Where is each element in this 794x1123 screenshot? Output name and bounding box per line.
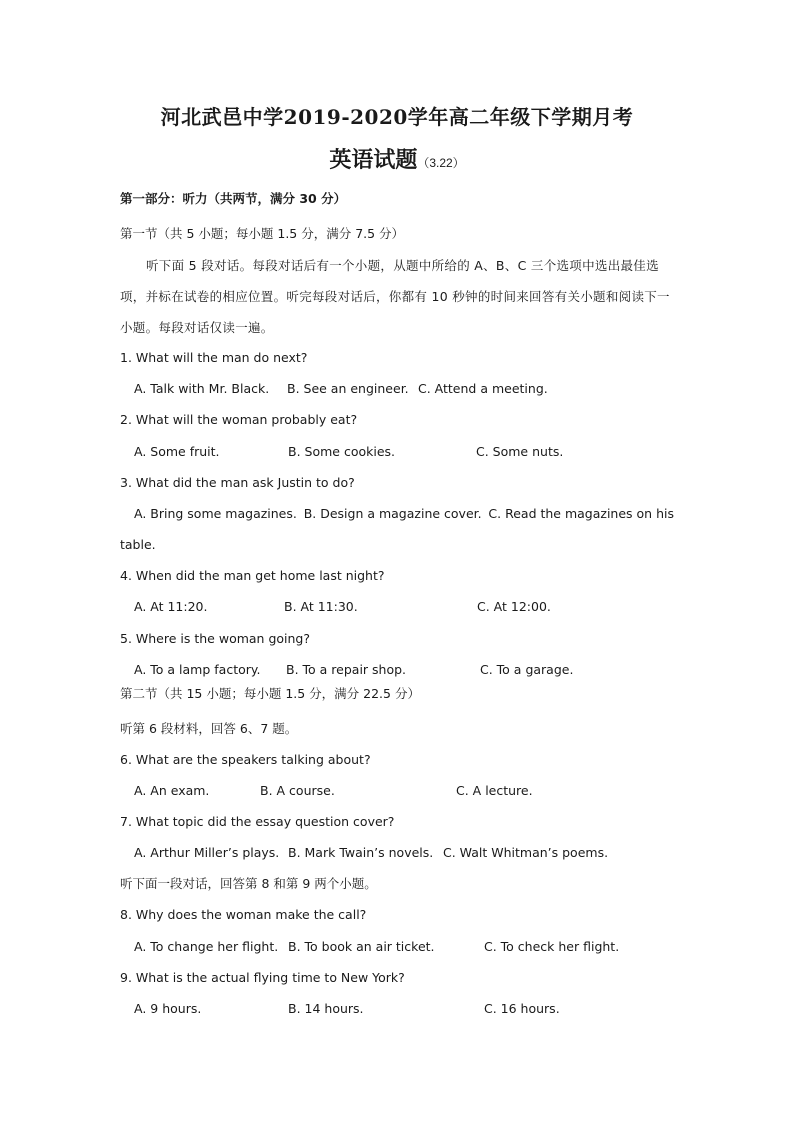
q2-option-b: B. Some cookies. <box>288 444 396 459</box>
question-1: 1. What will the man do next? <box>120 350 308 365</box>
exam-title: 河北武邑中学2019-2020学年高二年级下学期月考 <box>160 105 634 129</box>
q3-option-c: C. Read the magazines on his <box>488 506 674 521</box>
part1-heading: 第一部分：听力（共两节，满分 30 分） <box>120 191 347 206</box>
question-7: 7. What topic did the essay question cover? <box>120 814 395 829</box>
q4-option-c: C. At 12:00. <box>477 599 551 614</box>
q6-option-a: A. An exam. <box>134 783 210 798</box>
q8-option-a: A. To change her flight. <box>134 939 279 954</box>
question-2: 2. What will the woman probably eat? <box>120 412 358 427</box>
q7-option-b: B. Mark Twain’s novels. <box>288 845 434 860</box>
exam-date: （3.22） <box>417 156 465 170</box>
exam-subtitle <box>0 146 794 177</box>
q3-option-c-continued: table. <box>120 537 156 552</box>
q2-option-c: C. Some nuts. <box>476 444 564 459</box>
q3-option-b: B. Design a magazine cover. <box>303 506 482 521</box>
section1-heading: 第一节（共 5 小题；每小题 1.5 分，满分 7.5 分） <box>120 226 405 241</box>
question-9: 9. What is the actual flying time to New York? <box>120 970 405 985</box>
q2-option-a: A. Some fruit. <box>134 444 220 459</box>
q1-option-c: C. Attend a meeting. <box>418 381 548 396</box>
q5-option-b: B. To a repair shop. <box>286 662 407 677</box>
question-5: 5. Where is the woman going? <box>120 631 310 646</box>
question-4: 4. When did the man get home last night? <box>120 568 385 583</box>
q7-option-a: A. Arthur Miller’s plays. <box>134 845 280 860</box>
section1-instructions: 听下面 5 段对话。每段对话后有一个小题，从题中所给的 A、B、C 三个选项中选出最佳选项，并标在试卷的相应位置。听完每段对话后，你都有 10 秒钟的时间来回答有关小题和阅读下一小题。每段对话仅读一遍。 <box>120 258 670 335</box>
question-6: 6. What are the speakers talking about? <box>120 752 371 767</box>
q9-option-b: B. 14 hours. <box>288 1001 364 1016</box>
section2-note-8-9: 听下面一段对话，回答第 8 和第 9 两个小题。 <box>120 876 377 891</box>
section2-heading: 第二节（共 15 小题；每小题 1.5 分，满分 22.5 分） <box>120 686 420 701</box>
q3-options <box>134 506 674 522</box>
question-8: 8. Why does the woman make the call? <box>120 907 367 922</box>
q6-option-b: B. A course. <box>260 783 335 798</box>
question-3: 3. What did the man ask Justin to do? <box>120 475 355 490</box>
q6-option-c: C. A lecture. <box>456 783 533 798</box>
q5-option-c: C. To a garage. <box>480 662 574 677</box>
q4-option-b: B. At 11:30. <box>284 599 358 614</box>
q9-option-c: C. 16 hours. <box>484 1001 560 1016</box>
q8-option-c: C. To check her flight. <box>484 939 620 954</box>
q7-option-c: C. Walt Whitman’s poems. <box>443 845 609 860</box>
q1-option-a: A. Talk with Mr. Black. <box>134 381 270 396</box>
section2-note-6-7: 听第 6 段材料，回答 6、7 题。 <box>120 721 298 736</box>
q3-option-a: A. Bring some magazines. <box>134 506 297 521</box>
q4-option-a: A. At 11:20. <box>134 599 208 614</box>
subtitle-text: 英语试题 <box>329 147 418 173</box>
q8-option-b: B. To book an air ticket. <box>288 939 435 954</box>
q9-option-a: A. 9 hours. <box>134 1001 202 1016</box>
q1-option-b: B. See an engineer. <box>287 381 409 396</box>
q5-option-a: A. To a lamp factory. <box>134 662 261 677</box>
